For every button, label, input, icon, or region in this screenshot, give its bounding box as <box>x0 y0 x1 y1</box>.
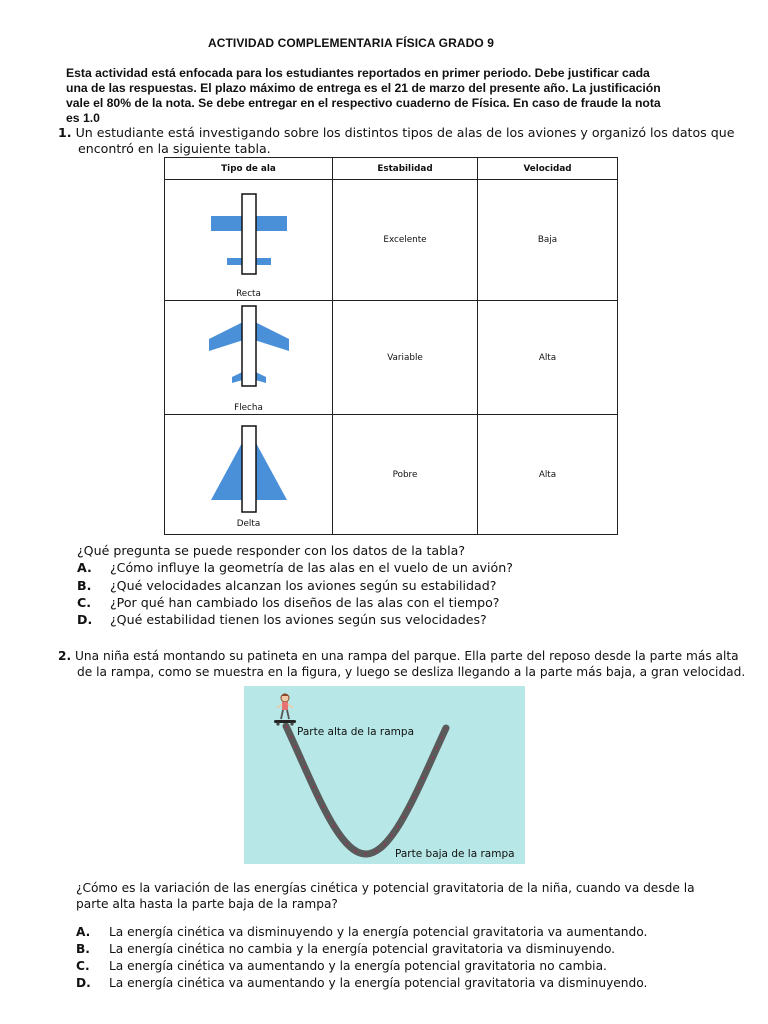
option-text: ¿Cómo influye la geometría de las alas en el vuelo de un avión? <box>110 560 513 575</box>
document-title: ACTIVIDAD COMPLEMENTARIA FÍSICA GRADO 9 <box>207 36 495 50</box>
option-text: La energía cinética va aumentando y la energía potencial gravitatoria no cambia. <box>109 959 607 973</box>
question-number: 2. <box>58 649 72 663</box>
option-letter: A. <box>77 560 92 575</box>
girl-skater-icon <box>277 694 293 720</box>
straight-wing-airplane-icon <box>204 182 294 292</box>
stability-cell: Variable <box>333 301 478 415</box>
question-text-line: encontró en la siguiente tabla. <box>78 141 271 156</box>
answer-option[interactable] <box>76 976 647 990</box>
answer-option[interactable] <box>77 578 496 593</box>
question-text-line: ¿Cómo es la variación de las energías cinética y potencial gravitatoria de la niña, cuando va desde la <box>76 881 695 895</box>
question-2-stem <box>58 648 745 680</box>
question-1-prompt: ¿Qué pregunta se puede responder con los datos de la tabla? <box>77 543 466 558</box>
question-number: 1. <box>58 125 72 140</box>
wing-cell <box>165 301 333 415</box>
option-text: ¿Qué velocidades alcanzan los aviones según su estabilidad? <box>110 578 497 593</box>
column-header-velocidad: Velocidad <box>478 158 618 180</box>
option-text: La energía cinética no cambia y la energía potencial gravitatoria va disminuyendo. <box>109 942 616 956</box>
column-header-estabilidad: Estabilidad <box>333 158 478 180</box>
instructions-paragraph <box>66 66 706 126</box>
option-text: ¿Por qué han cambiado los diseños de las alas con el tiempo? <box>110 595 500 610</box>
option-letter: D. <box>77 612 93 627</box>
ramp-top-label: Parte alta de la rampa <box>297 726 414 738</box>
swept-wing-airplane-icon <box>204 303 294 403</box>
speed-cell: Alta <box>478 415 618 535</box>
option-letter: C. <box>77 595 92 610</box>
question-1-stem <box>58 125 734 157</box>
wing-type-label: Delta <box>236 519 261 529</box>
table-row <box>165 301 618 415</box>
instructions-line: vale el 80% de la nota. Se debe entregar en el respectivo cuaderno de Física. En caso de fraude la nota <box>66 96 661 110</box>
question-text-line: Un estudiante está investigando sobre los distintos tipos de alas de los aviones y organizó los datos que <box>75 125 735 140</box>
option-text: La energía cinética va disminuyendo y la energía potencial gravitatoria va aumentando. <box>109 925 648 939</box>
option-letter: C. <box>76 959 90 973</box>
question-text-line: Una niña está montando su patineta en una rampa del parque. Ella parte del reposo desde la parte más alta <box>75 649 739 663</box>
answer-option[interactable] <box>76 959 607 973</box>
wing-cell <box>165 180 333 301</box>
table-header-row <box>165 158 618 180</box>
table-row <box>165 180 618 301</box>
ramp-figure <box>244 686 525 864</box>
answer-option[interactable] <box>77 612 487 627</box>
option-letter: A. <box>76 925 91 939</box>
stability-cell: Excelente <box>333 180 478 301</box>
answer-option[interactable] <box>76 942 615 956</box>
instructions-line: es 1.0 <box>66 111 100 125</box>
answer-option[interactable] <box>77 560 513 575</box>
stability-cell: Pobre <box>333 415 478 535</box>
option-text: ¿Qué estabilidad tienen los aviones según sus velocidades? <box>110 612 487 627</box>
question-text-line: de la rampa, como se muestra en la figura, y luego se desliza llegando a la parte más baja, a gran velocidad. <box>77 665 746 679</box>
answer-option[interactable] <box>77 595 500 610</box>
instructions-line: Esta actividad está enfocada para los estudiantes reportados en primer periodo. Debe justificar cada <box>66 66 650 80</box>
column-header-tipo: Tipo de ala <box>165 158 333 180</box>
skateboard-icon <box>274 720 296 723</box>
option-letter: D. <box>76 976 91 990</box>
speed-cell: Baja <box>478 180 618 301</box>
wing-cell <box>165 415 333 535</box>
wing-type-label: Recta <box>236 288 261 299</box>
option-letter: B. <box>76 942 90 956</box>
option-text: La energía cinética va aumentando y la energía potencial gravitatoria va disminuyendo. <box>109 976 648 990</box>
instructions-line: una de las respuestas. El plazo máximo de entrega es el 21 de marzo del presente año. La justificación <box>66 81 661 95</box>
ramp-track-icon <box>244 686 525 864</box>
answer-option[interactable] <box>76 925 647 939</box>
delta-wing-airplane-icon <box>204 420 294 520</box>
ramp-bottom-label: Parte baja de la rampa <box>395 848 515 860</box>
speed-cell: Alta <box>478 301 618 415</box>
question-text-line: parte alta hasta la parte baja de la rampa? <box>76 897 338 911</box>
wing-types-table <box>164 157 618 535</box>
option-letter: B. <box>77 578 92 593</box>
wing-type-label: Flecha <box>234 402 263 413</box>
question-2-prompt <box>76 880 695 912</box>
table-row <box>165 415 618 535</box>
